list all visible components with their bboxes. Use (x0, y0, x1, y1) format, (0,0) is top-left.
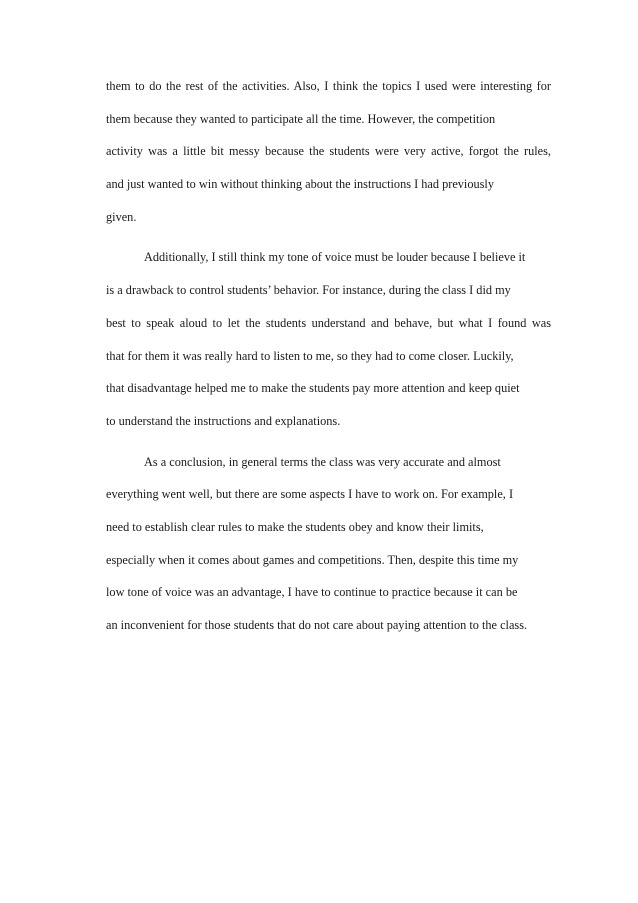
paragraph-spacer (106, 438, 551, 446)
text-line: an inconvenient for those students that do not care about paying attention to the class. (106, 618, 528, 632)
body-text (106, 70, 551, 642)
paragraph-spacer (106, 233, 551, 241)
text-line: and just wanted to win without thinking about the instructions I had previously (106, 177, 494, 192)
paragraph-3 (106, 446, 551, 642)
text-line: them to do the rest of the activities. Also, I think the topics I used were interesting for (106, 79, 551, 93)
text-line: that disadvantage helped me to make the students pay more attention and keep quiet (106, 381, 520, 396)
text-line: low tone of voice was an advantage, I have to continue to practice because it can be (106, 585, 518, 600)
text-line: everything went well, but there are some aspects I have to work on. For example, I (106, 487, 514, 502)
paragraph-1 (106, 70, 551, 233)
text-line: that for them it was really hard to listen to me, so they had to come closer. Luckily, (106, 348, 514, 363)
text-line: to understand the instructions and explanations. (106, 413, 341, 428)
text-line: given. (106, 209, 137, 224)
text-line: best to speak aloud to let the students understand and behave, but what I found was (106, 315, 551, 330)
text-line: is a drawback to control students’ behavior. For instance, during the class I did my (106, 283, 511, 298)
paragraph-2 (106, 241, 551, 437)
text-line: As a conclusion, in general terms the class was very accurate and almost (144, 454, 501, 469)
text-line: need to establish clear rules to make the students obey and know their limits, (106, 519, 484, 534)
text-line: especially when it comes about games and competitions. Then, despite this time my (106, 552, 519, 567)
text-line: activity was a little bit messy because the students were very active, forgot the rules, (106, 144, 551, 159)
text-line: them because they wanted to participate all the time. However, the competition (106, 111, 496, 126)
text-line: Additionally, I still think my tone of voice must be louder because I believe it (144, 250, 526, 265)
